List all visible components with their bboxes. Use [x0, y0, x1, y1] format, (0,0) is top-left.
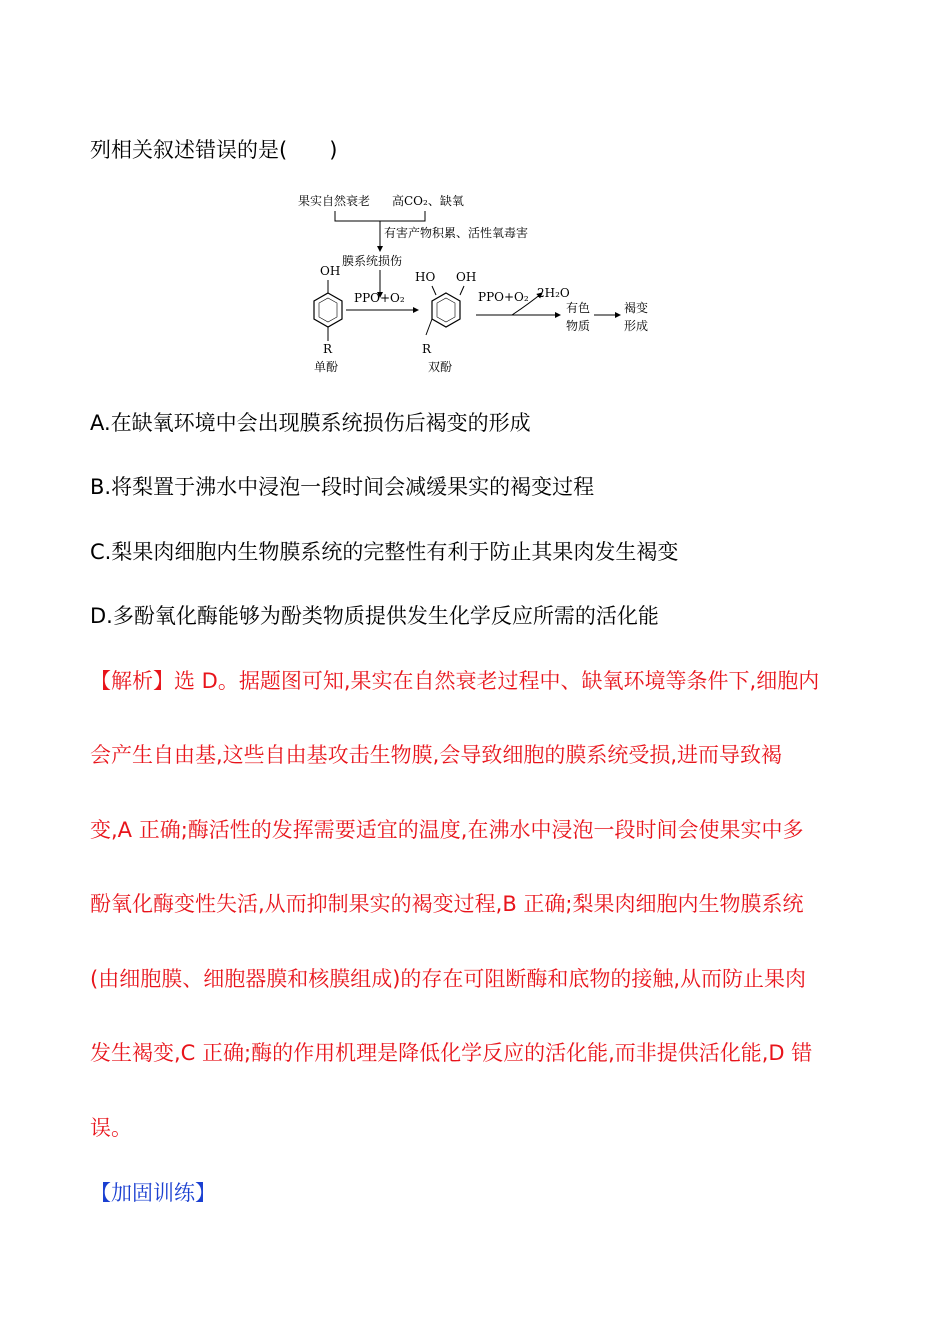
harm-label: 有害产物积累、活性氧毒害: [384, 226, 529, 240]
colored-substance-2: 物质: [566, 319, 591, 333]
diphenol-ho: HO: [415, 270, 436, 284]
diphenol-r: R: [422, 342, 432, 356]
enzyme-label-1: PPO+O₂: [354, 291, 405, 305]
colored-substance-1: 有色: [566, 301, 591, 315]
option-d: D.多酚氧化酶能够为酚类物质提供发生化学反应所需的活化能: [90, 604, 659, 628]
water-label: 2H₂O: [537, 286, 570, 300]
enzyme-label-2: PPO+O₂: [478, 290, 529, 304]
diphenol-label: 双酚: [428, 360, 453, 374]
cause-high-co2-hypoxia: 高CO₂、缺氧: [392, 194, 464, 208]
analysis-line-4: 酚氧化酶变性失活,从而抑制果实的褐变过程,B 正确;梨果肉细胞内生物膜系统: [90, 892, 804, 916]
section-label: 【加固训练】: [90, 1181, 216, 1205]
browning-mechanism-diagram: [280, 185, 680, 380]
diphenol-oh: OH: [456, 270, 477, 284]
analysis-line-5: (由细胞膜、细胞器膜和核膜组成)的存在可阻断酶和底物的接触,从而防止果肉: [90, 967, 807, 991]
analysis-line-1: 【解析】选 D。据题图可知,果实在自然衰老过程中、缺氧环境等条件下,细胞内: [90, 669, 820, 693]
question-stem-tail: 列相关叙述错误的是( ): [90, 138, 338, 162]
browning-2: 形成: [624, 319, 649, 333]
analysis-line-3: 变,A 正确;酶活性的发挥需要适宜的温度,在沸水中浸泡一段时间会使果实中多: [90, 818, 804, 842]
option-b: B.将梨置于沸水中浸泡一段时间会减缓果实的褐变过程: [90, 475, 595, 499]
analysis-line-7: 误。: [90, 1116, 132, 1140]
analysis-line-6: 发生褐变,C 正确;酶的作用机理是降低化学反应的活化能,而非提供活化能,D 错: [90, 1041, 813, 1065]
browning-1: 褐变: [624, 301, 649, 315]
membrane-damage-label: 膜系统损伤: [342, 254, 403, 268]
analysis-line-2: 会产生自由基,这些自由基攻击生物膜,会导致细胞的膜系统受损,进而导致褐: [90, 743, 783, 767]
cause-natural-aging: 果实自然衰老: [298, 194, 371, 208]
monophenol-oh: OH: [320, 264, 341, 278]
monophenol-r: R: [323, 342, 333, 356]
option-a: A.在缺氧环境中会出现膜系统损伤后褐变的形成: [90, 411, 531, 435]
monophenol-label: 单酚: [314, 360, 339, 374]
option-c: C.梨果肉细胞内生物膜系统的完整性有利于防止其果肉发生褐变: [90, 540, 679, 564]
bracket-line: [335, 211, 425, 221]
